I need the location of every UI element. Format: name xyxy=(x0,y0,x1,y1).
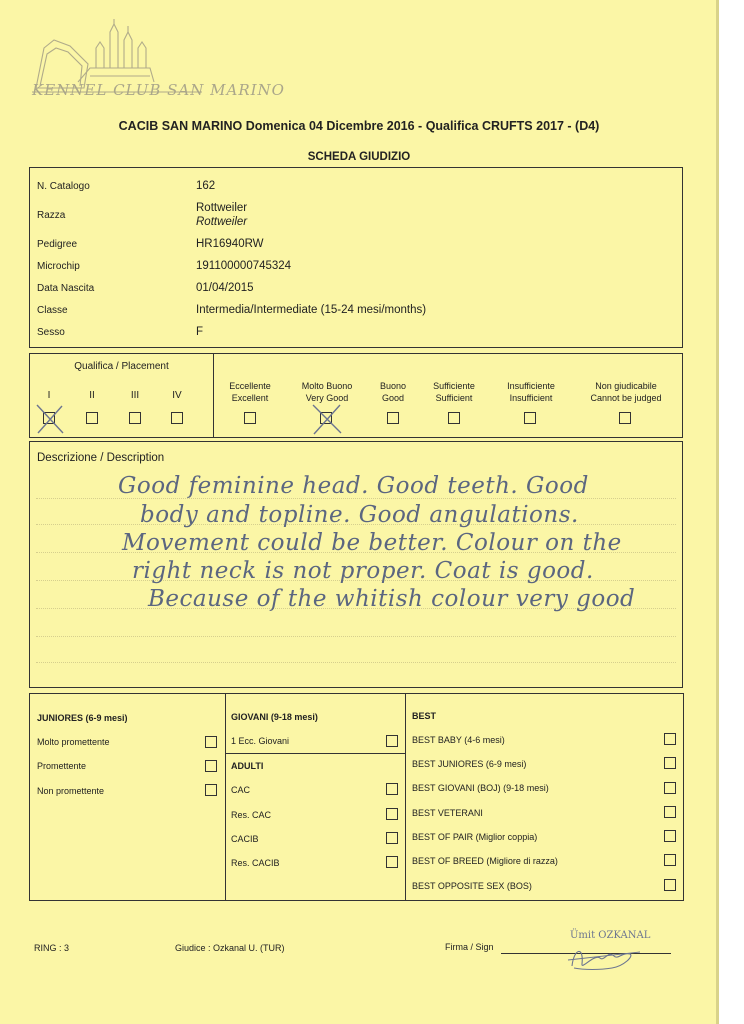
ruled-line xyxy=(36,636,676,637)
adulti-item-cacib: CACIB xyxy=(231,834,259,844)
microchip-label: Microchip xyxy=(37,261,80,272)
judge-stamp: Ümit OZKANAL xyxy=(570,930,651,941)
rank-label-3: III xyxy=(130,390,140,401)
description-line-4: right neck is not proper. Coat is good. xyxy=(132,558,594,584)
qual-excellent-checkbox[interactable] xyxy=(244,412,256,424)
description-line-5: Because of the whitish colour very good xyxy=(148,586,636,612)
signature-scribble-icon xyxy=(564,940,644,974)
adulti-item-res-cac: Res. CAC xyxy=(231,810,272,820)
pedigree-value: HR16940RW xyxy=(196,238,264,250)
best-baby-checkbox[interactable] xyxy=(664,733,676,745)
description-line-1: Good feminine head. Good teeth. Good xyxy=(118,473,589,499)
giovani-title: GIOVANI (9-18 mesi) xyxy=(231,712,318,722)
class-value: Intermedia/Intermediate (15-24 mesi/months) xyxy=(196,304,427,316)
juniores-item-2-checkbox[interactable] xyxy=(205,760,217,772)
event-title: CACIB SAN MARINO Domenica 04 Dicembre 2016 - Qualifica CRUFTS 2017 - (D4) xyxy=(118,119,600,133)
birth-date-label: Data Nascita xyxy=(37,283,95,294)
best-pair-checkbox[interactable] xyxy=(664,830,676,842)
qual-very-good-label: Molto Buono Very Good xyxy=(301,381,353,403)
breed-value: Rottweiler xyxy=(196,202,248,214)
best-item-breed: BEST OF BREED (Migliore di razza) xyxy=(412,856,558,866)
adulti-item-res-cacib: Res. CACIB xyxy=(231,858,280,868)
best-item-juniores: BEST JUNIORES (6-9 mesi) xyxy=(412,759,527,769)
catalog-value: 162 xyxy=(196,180,216,192)
sheet-title: SCHEDA GIUDIZIO xyxy=(307,151,411,163)
class-label: Classe xyxy=(37,305,68,316)
best-juniores-checkbox[interactable] xyxy=(664,757,676,769)
awards-divider-2 xyxy=(405,693,406,901)
placement-divider xyxy=(213,353,214,438)
dog-info-box xyxy=(29,167,683,348)
best-item-pair: BEST OF PAIR (Miglior coppia) xyxy=(412,832,538,842)
adulti-res-cacib-checkbox[interactable] xyxy=(386,856,398,868)
best-veterani-checkbox[interactable] xyxy=(664,806,676,818)
best-item-opposite-sex: BEST OPPOSITE SEX (BOS) xyxy=(412,881,532,891)
breed-label: Razza xyxy=(37,210,66,221)
birth-date-value: 01/04/2015 xyxy=(196,282,254,294)
rank-3-checkbox[interactable] xyxy=(129,412,141,424)
best-opposite-sex-checkbox[interactable] xyxy=(664,879,676,891)
qual-insufficient-checkbox[interactable] xyxy=(524,412,536,424)
judge-name: Giudice : Ozkanal U. (TUR) xyxy=(175,943,285,953)
qual-insufficient-label: Insufficiente Insufficient xyxy=(507,381,555,403)
qual-cannot-judge-checkbox[interactable] xyxy=(619,412,631,424)
juniores-item-3: Non promettente xyxy=(37,786,105,796)
juniores-item-1-checkbox[interactable] xyxy=(205,736,217,748)
adulti-res-cac-checkbox[interactable] xyxy=(386,808,398,820)
juniores-title: JUNIORES (6-9 mesi) xyxy=(37,713,128,723)
best-breed-checkbox[interactable] xyxy=(664,854,676,866)
catalog-label: N. Catalogo xyxy=(37,181,90,192)
best-giovani-checkbox[interactable] xyxy=(664,782,676,794)
best-item-giovani: BEST GIOVANI (BOJ) (9-18 mesi) xyxy=(412,783,549,793)
best-item-baby: BEST BABY (4-6 mesi) xyxy=(412,735,505,745)
description-line-2: body and topline. Good angulations. xyxy=(140,502,579,528)
best-title: BEST xyxy=(412,711,437,721)
description-line-3: Movement could be better. Colour on the xyxy=(122,530,622,556)
juniores-item-2: Promettente xyxy=(37,761,87,771)
adulti-cacib-checkbox[interactable] xyxy=(386,832,398,844)
ruled-line xyxy=(36,662,676,663)
placement-title: Qualifica / Placement xyxy=(74,361,169,372)
adulti-item-cac: CAC xyxy=(231,785,251,795)
rank-label-1: I xyxy=(47,390,51,401)
qual-good-checkbox[interactable] xyxy=(387,412,399,424)
giovani-adulti-divider xyxy=(225,753,405,754)
very-good-check-mark-icon xyxy=(310,402,344,436)
kennel-club-logo xyxy=(30,18,285,106)
microchip-value: 191100000745324 xyxy=(196,260,292,272)
qual-cannot-judge-label: Non giudicabile Cannot be judged xyxy=(590,381,662,403)
awards-box xyxy=(29,693,684,901)
logo-text: KENNEL CLUB SAN MARINO xyxy=(32,81,285,99)
rank-4-checkbox[interactable] xyxy=(171,412,183,424)
sex-label: Sesso xyxy=(37,327,65,338)
qual-sufficient-label: Sufficiente Sufficient xyxy=(433,381,475,403)
sex-value: F xyxy=(196,326,204,338)
qual-sufficient-checkbox[interactable] xyxy=(448,412,460,424)
awards-divider-1 xyxy=(225,693,226,901)
ring-number: RING : 3 xyxy=(34,943,70,953)
sign-label: Firma / Sign xyxy=(445,942,494,952)
description-title: Descrizione / Description xyxy=(37,452,165,464)
qual-excellent-label: Eccellente Excellent xyxy=(229,381,271,403)
rank-2-checkbox[interactable] xyxy=(86,412,98,424)
giovani-item-1-checkbox[interactable] xyxy=(386,735,398,747)
rank-label-2: II xyxy=(89,390,95,401)
breed-value-alt: Rottweiler xyxy=(196,216,248,228)
juniores-item-1: Molto promettente xyxy=(37,737,110,747)
best-item-veterani: BEST VETERANI xyxy=(412,808,483,818)
juniores-item-3-checkbox[interactable] xyxy=(205,784,217,796)
adulti-cac-checkbox[interactable] xyxy=(386,783,398,795)
qual-good-label: Buono Good xyxy=(379,381,407,403)
rank-label-4: IV xyxy=(172,390,182,401)
rank-1-check-mark-icon xyxy=(34,402,66,436)
pedigree-label: Pedigree xyxy=(37,239,78,250)
adulti-title: ADULTI xyxy=(231,761,264,771)
giovani-item-1: 1 Ecc. Giovani xyxy=(231,736,290,746)
